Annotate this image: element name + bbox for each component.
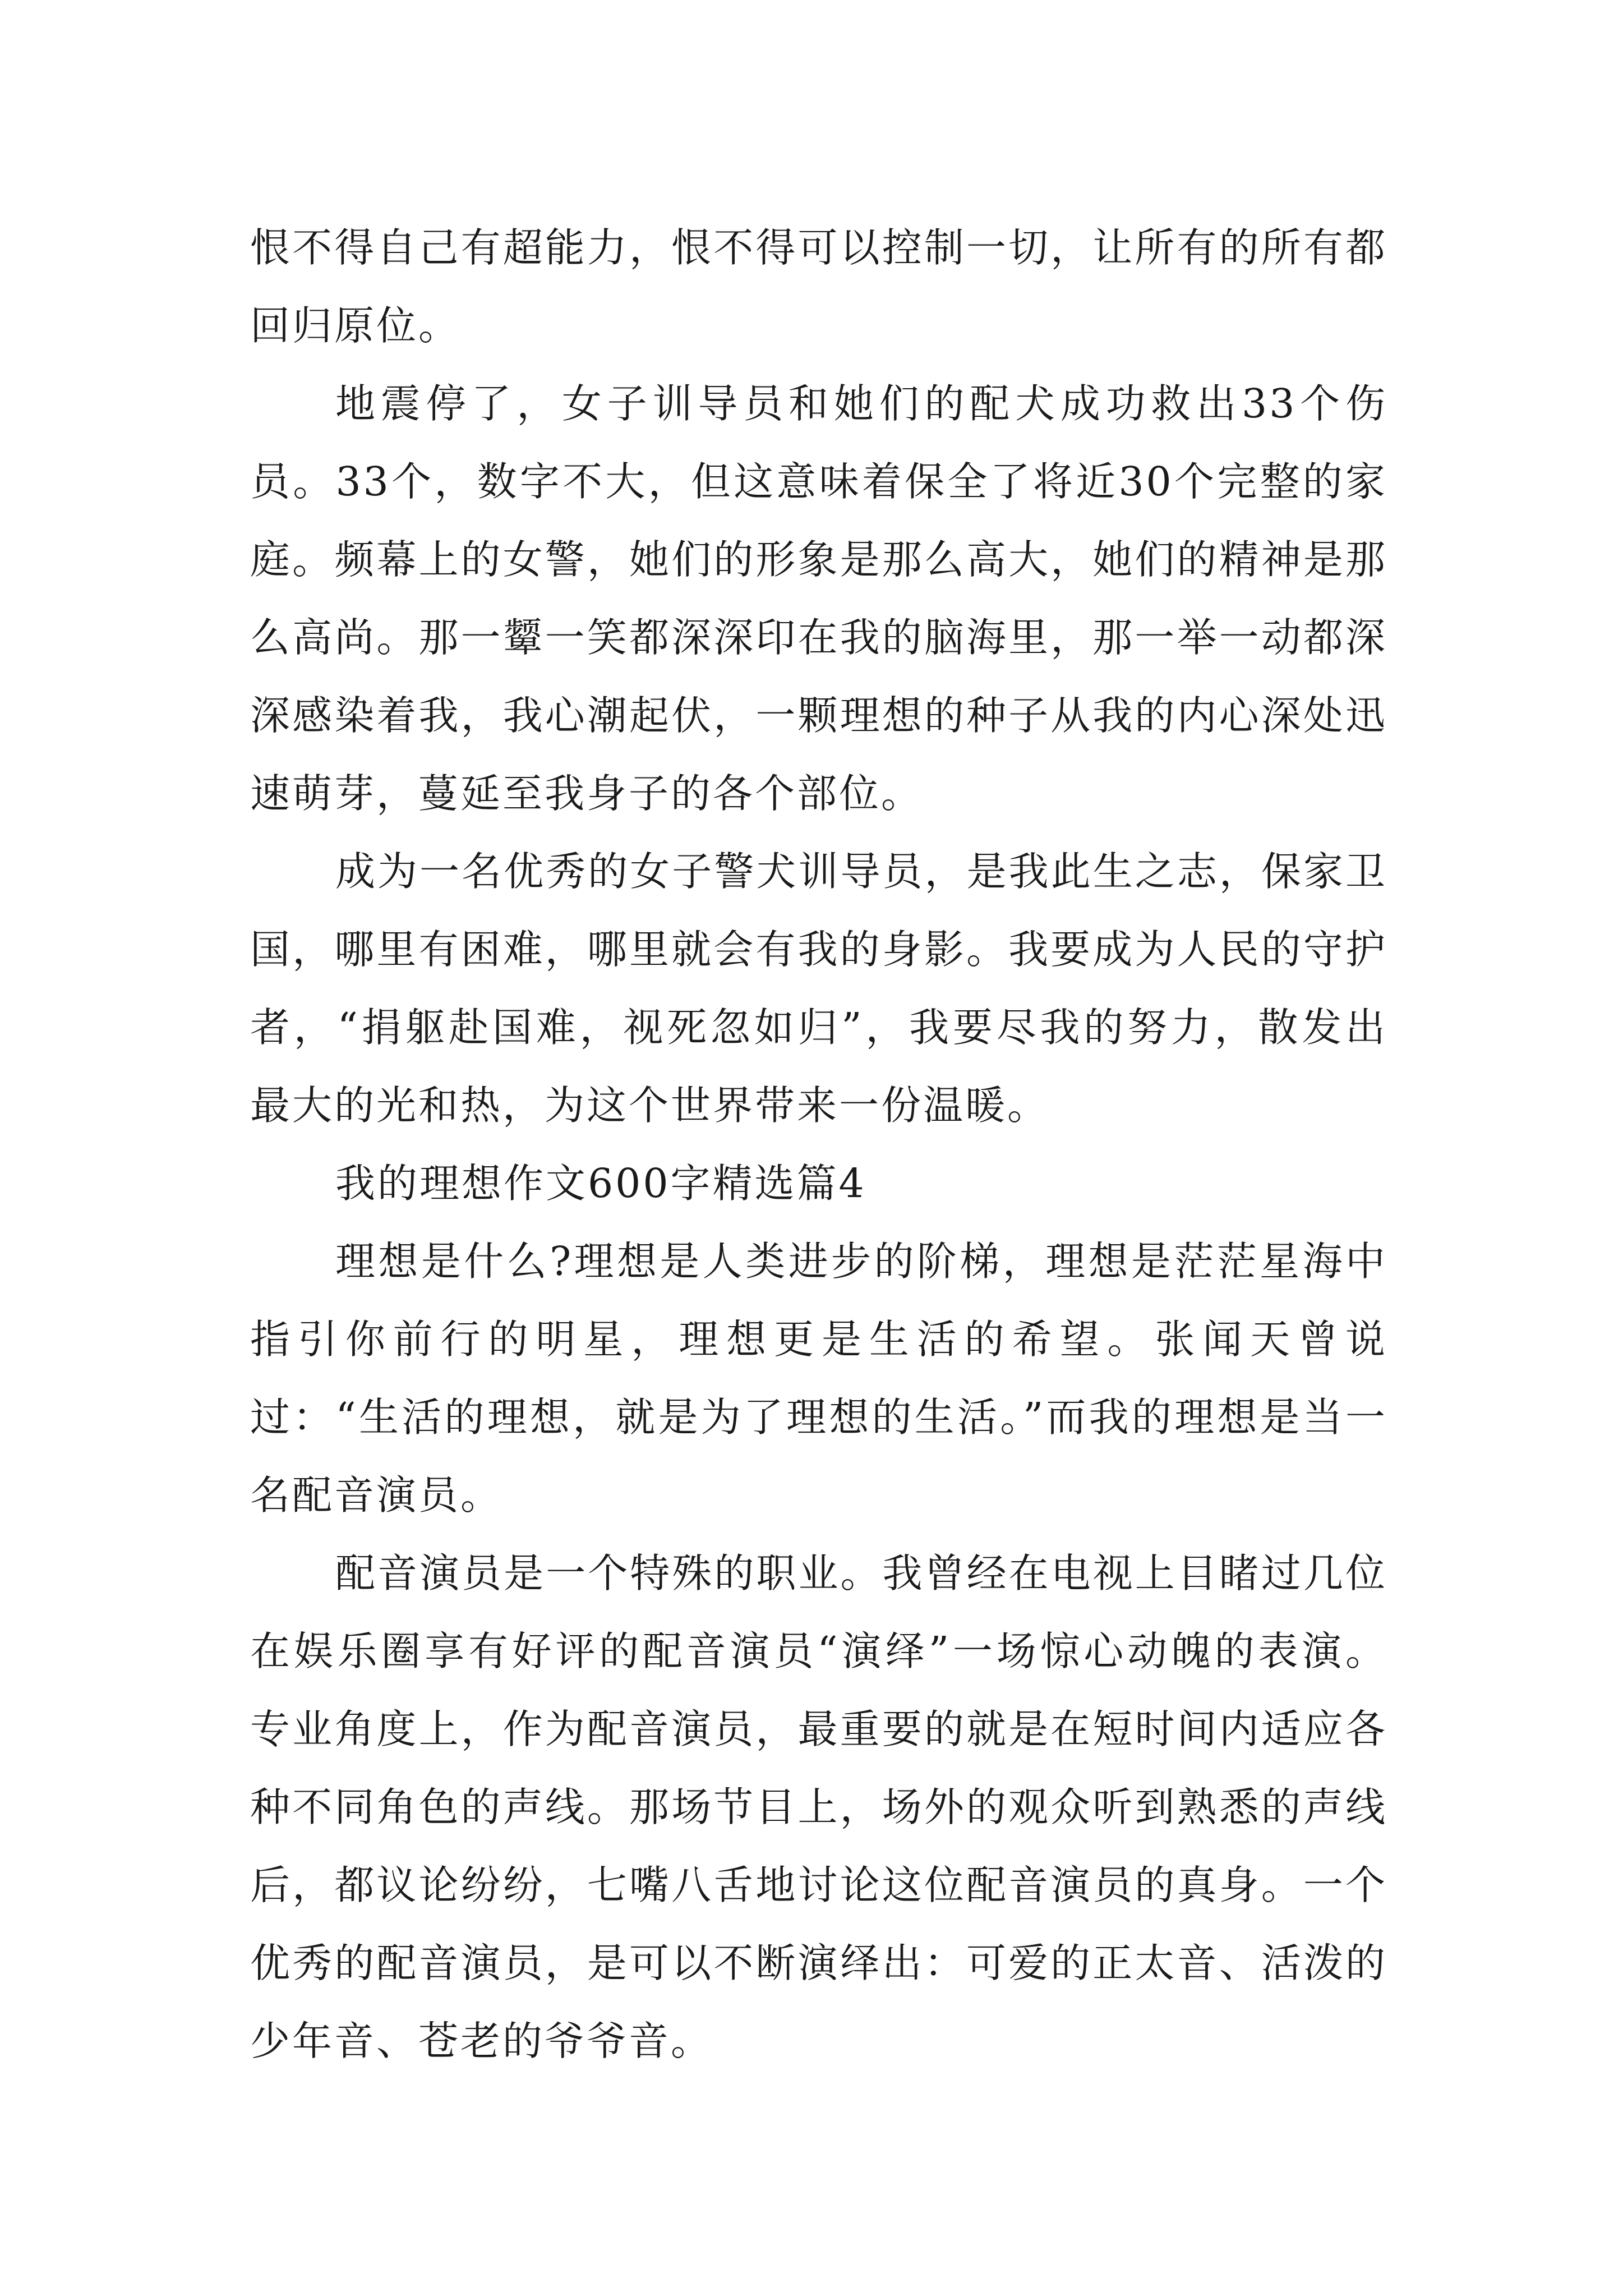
document-page: [250, 209, 1387, 2080]
paragraph-what-is-ideal: 理想是什么?理想是人类进步的阶梯，理想是茫茫星海中指引你前行的明星，理想更是生活的希望。张闻天曾说过：“生活的理想，就是为了理想的生活。”而我的理想是当一名配音演员。: [250, 1238, 1387, 1519]
paragraph-police-dog-trainer: 成为一名优秀的女子警犬训导员，是我此生之志，保家卫国，哪里有困难，哪里就会有我的身影。我要成为人民的守护者，“捐躯赴国难，视死忽如归”，我要尽我的努力，散发出最大的光和热，为这个世界带来一份温暖。: [250, 848, 1387, 1129]
paragraph-continued: 恨不得自己有超能力，恨不得可以控制一切，让所有的所有都回归原位。: [250, 224, 1387, 349]
paragraph-earthquake-rescue: 地震停了，女子训导员和她们的配犬成功救出33个伤员。33个，数字不大，但这意味着保全了将近30个完整的家庭。频幕上的女警，她们的形象是那么高大，她们的精神是那么高尚。那一颦一笑都深深印在我的脑海里，那一举一动都深深感染着我，我心潮起伏，一颗理想的种子从我的内心深处迅速萌芽，蔓延至我身子的各个部位。: [250, 380, 1387, 817]
section-heading: 我的理想作文600字精选篇4: [335, 1160, 866, 1207]
paragraph-voice-actor: 配音演员是一个特殊的职业。我曾经在电视上目睹过几位在娱乐圈享有好评的配音演员“演绎”一场惊心动魄的表演。专业角度上，作为配音演员，最重要的就是在短时间内适应各种不同角色的声线。那场节目上，场外的观众听到熟悉的声线后，都议论纷纷，七嘴八舌地讨论这位配音演员的真身。一个优秀的配音演员，是可以不断演绎出：可爱的正太音、活泼的少年音、苍老的爷爷音。: [250, 1550, 1387, 2064]
